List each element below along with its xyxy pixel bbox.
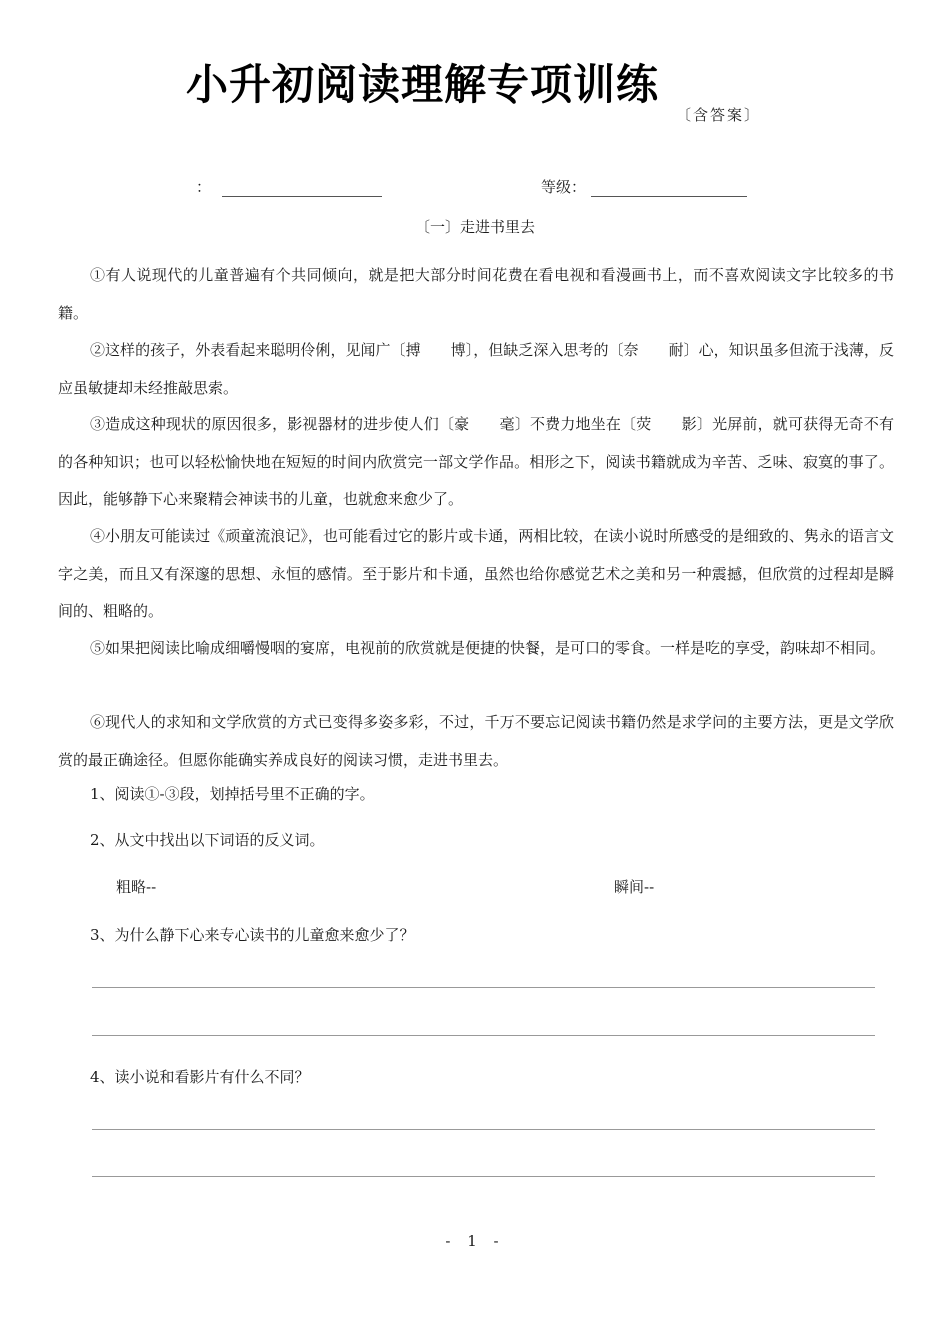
paragraph-4: ④小朋友可能读过《顽童流浪记》，也可能看过它的影片或卡通，两相比较，在读小说时所感受的是细致的、隽永的语言文字之美，而且又有深邃的思想、永恒的感情。至于影片和卡通，虽然也给你感觉艺术之美和另一种震撼，但欣赏的过程却是瞬间的、粗略的。: [58, 527, 894, 620]
name-blank[interactable]: [222, 180, 382, 197]
paragraph-5: ⑤如果把阅读比喻成细嚼慢咽的宴席，电视前的欣赏就是便捷的快餐，是可口的零食。一样是吃的享受，韵味却不相同。: [90, 639, 886, 657]
antonym-instant: 瞬间--: [614, 878, 655, 896]
grade-field: [541, 176, 747, 197]
page-number: - 1 -: [445, 1232, 505, 1250]
question-4: 4、读小说和看影片有什么不同？: [90, 1068, 310, 1086]
grade-label: 等级：: [541, 178, 587, 196]
answer-line[interactable]: [92, 1035, 875, 1036]
grade-blank[interactable]: [591, 180, 747, 197]
answer-line[interactable]: [92, 1176, 875, 1177]
question-3: 3、为什么静下心来专心读书的儿童愈来愈少了？: [90, 926, 415, 944]
page-title: 小升初阅读理解专项训练: [186, 60, 660, 109]
paragraph-2: ②这样的孩子，外表看起来聪明伶俐，见闻广〔搏 博〕，但缺乏深入思考的〔奈 耐〕心，知识虽多但流于浅薄，反应虽敏捷却未经推敲思索。: [58, 341, 894, 397]
answer-line[interactable]: [92, 1129, 875, 1130]
antonym-coarse: 粗略--: [116, 878, 157, 896]
name-label: ：: [196, 178, 212, 196]
paragraph-1: ①有人说现代的儿童普遍有个共同倾向，就是把大部分时间花费在看电视和看漫画书上，而不喜欢阅读文字比较多的书籍。: [58, 266, 894, 322]
paragraph-6: ⑥现代人的求知和文学欣赏的方式已变得多姿多彩，不过，千万不要忘记阅读书籍仍然是求学问的主要方法，更是文学欣赏的最正确途径。但愿你能确实养成良好的阅读习惯，走进书里去。: [58, 713, 894, 769]
paragraph-3: ③造成这种现状的原因很多，影视器材的进步使人们〔豪 毫〕不费力地坐在〔荧 影〕光屏前，就可获得无奇不有的各种知识；也可以轻松愉快地在短短的时间内欣赏完一部文学作品。相形之下，阅读书籍就成为辛苦、乏味、寂寞的事了。因此，能够静下心来聚精会神读书的儿童，也就愈来愈少了。: [58, 415, 894, 508]
question-1: 1、阅读①-③段，划掉括号里不正确的字。: [90, 785, 375, 803]
answer-line[interactable]: [92, 987, 875, 988]
name-field: [196, 176, 382, 197]
question-2: 2、从文中找出以下词语的反义词。: [90, 831, 325, 849]
page-subtitle: 〔含答案〕: [676, 106, 762, 124]
section-title: 〔一〕走进书里去: [414, 218, 535, 236]
